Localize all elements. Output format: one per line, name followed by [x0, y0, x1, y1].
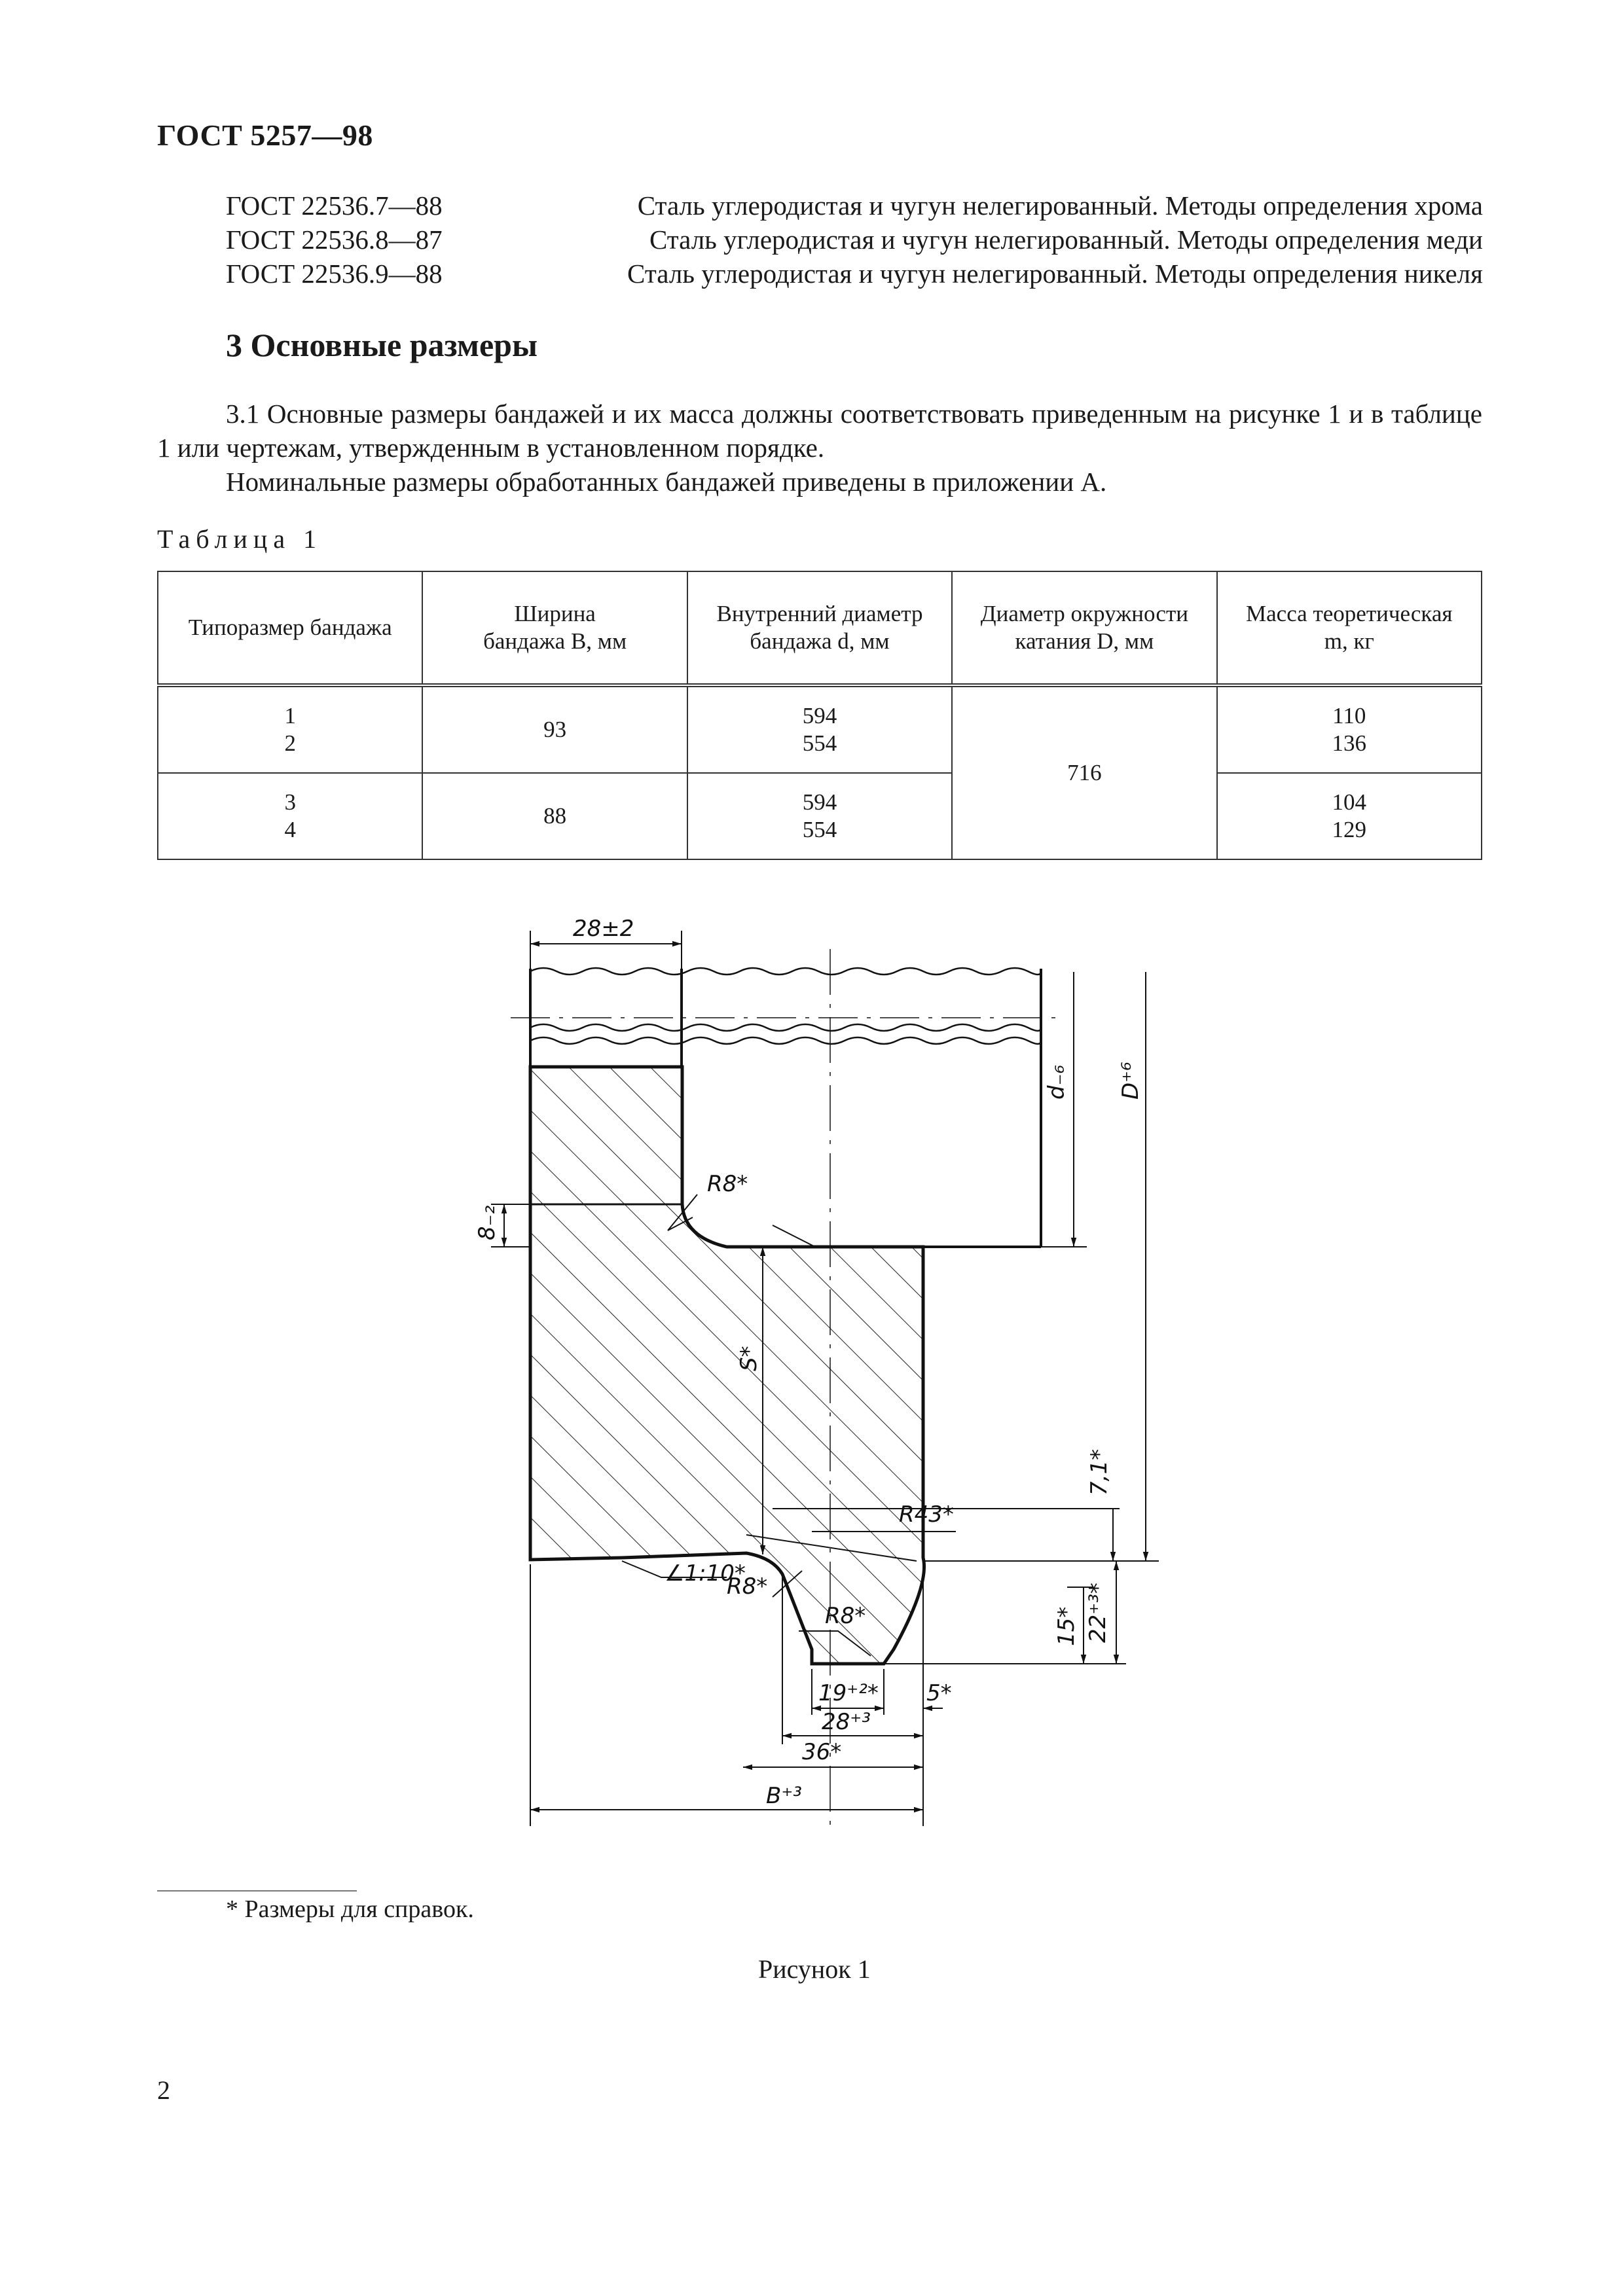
reference-title: Сталь углеродистая и чугун нелегированный. Методы определения никеля: [627, 259, 1483, 289]
label-r8-mid: R8*: [727, 1573, 768, 1600]
table-row: [158, 685, 1482, 773]
label-r8-top: R8*: [707, 1171, 748, 1197]
section-title: 3 Основные размеры: [226, 327, 538, 363]
label-s: S*: [736, 1346, 762, 1371]
page-number: 2: [157, 2075, 170, 2105]
reference-code: ГОСТ 22536.7—88: [226, 190, 443, 221]
cell-width: 93: [422, 685, 687, 773]
cell-inner-diameters: 594 554: [687, 685, 952, 773]
label-D: D⁺⁶: [1118, 1062, 1144, 1100]
reference-title: Сталь углеродистая и чугун нелегированный. Методы определения хрома: [637, 190, 1483, 221]
label-d: d₋₆: [1044, 1064, 1070, 1100]
cell-sizes: 1 2: [158, 685, 422, 773]
table-row: [158, 773, 1482, 859]
label-h22: 22⁺³*: [1085, 1583, 1111, 1643]
cell-masses: 110 136: [1217, 685, 1482, 773]
dimensions-table: [157, 571, 1482, 860]
cell-inner-diameters: 594 554: [687, 773, 952, 859]
header-mass: Масса теоретическая m, кг: [1217, 571, 1482, 685]
cell-sizes: 3 4: [158, 773, 422, 859]
reference-title: Сталь углеродистая и чугун нелегированный. Методы определения меди: [649, 224, 1483, 255]
reference-item: [226, 223, 1483, 257]
section-body: [157, 397, 1482, 499]
label-w5: 5*: [926, 1680, 952, 1706]
cell-masses: 104 129: [1217, 773, 1482, 859]
label-b: 8₋₂: [474, 1205, 500, 1240]
paragraph: 3.1 Основные размеры бандажей и их масса должны соответствовать приведенным на рисунке 1 и в таблице 1 или чертежам, утвержденным в установленном порядке.: [157, 399, 1482, 463]
reference-item: [226, 257, 1483, 291]
cell-rolling-diameter: 716: [952, 685, 1216, 859]
document-header: ГОСТ 5257—98: [157, 118, 373, 152]
label-slope: ∠1:10*: [665, 1560, 746, 1587]
reference-item: [226, 188, 1483, 223]
tyre-profile-drawing: [445, 903, 1205, 1859]
label-h71: 7,1*: [1086, 1448, 1112, 1496]
tyre-section: [530, 1067, 1041, 1664]
reference-code: ГОСТ 22536.8—87: [226, 224, 443, 255]
reference-list: [226, 188, 1483, 291]
paragraph: Номинальные размеры обработанных бандажей приведены в приложении А.: [226, 467, 1107, 497]
footnote: * Размеры для справок.: [226, 1895, 474, 1923]
label-r43: R43*: [899, 1501, 954, 1528]
label-h15: 15*: [1053, 1606, 1080, 1646]
header-width: Ширина бандажа B, мм: [422, 571, 687, 685]
table-caption: Таблица 1: [157, 524, 323, 554]
table-header-row: [158, 571, 1482, 685]
footnote-divider: [157, 1890, 357, 1892]
label-r8-flange: R8*: [825, 1603, 866, 1629]
break-view: [511, 968, 1061, 1067]
cell-width: 88: [422, 773, 687, 859]
header-size: Типоразмер бандажа: [158, 571, 422, 685]
label-B: B⁺³: [766, 1783, 802, 1809]
label-w19: 19⁺²*: [818, 1680, 879, 1706]
figure-caption: Рисунок 1: [758, 1954, 871, 1984]
header-inner-diameter: Внутренний диаметр бандажа d, мм: [687, 571, 952, 685]
label-w36: 36*: [802, 1739, 842, 1765]
label-w28: 28⁺³: [822, 1709, 871, 1735]
header-rolling-diameter: Диаметр окружности катания D, мм: [952, 571, 1216, 685]
reference-code: ГОСТ 22536.9—88: [226, 259, 443, 289]
label-top-width: 28±2: [573, 916, 634, 942]
